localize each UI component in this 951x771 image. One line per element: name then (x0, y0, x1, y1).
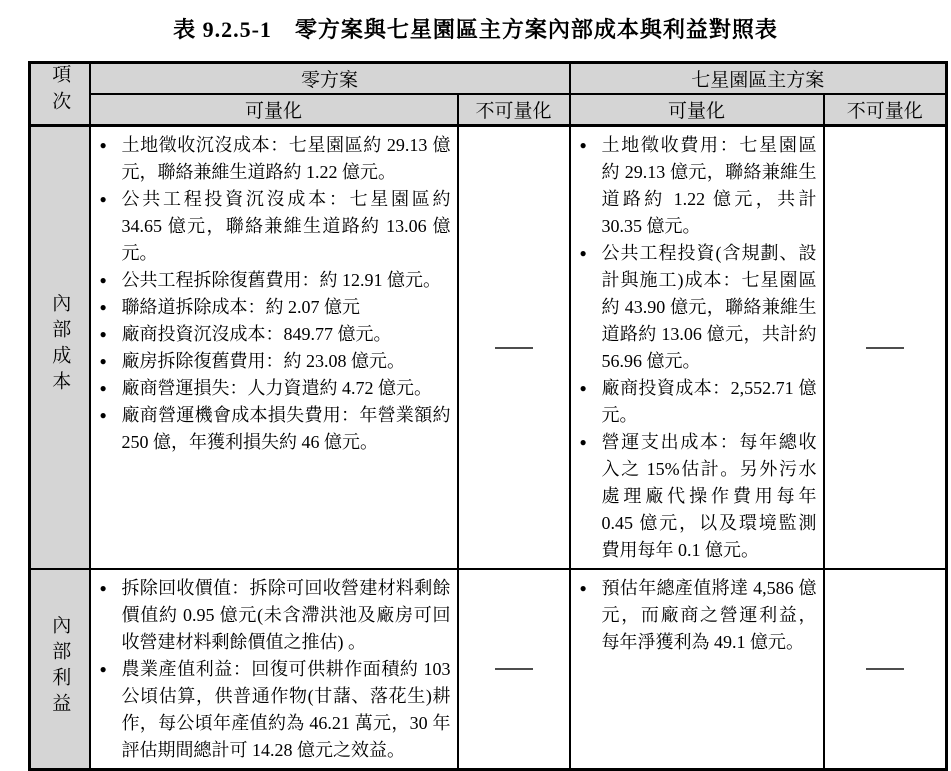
blank-dash (495, 347, 533, 349)
list-item (100, 402, 451, 456)
header-row-quantifiability (30, 94, 947, 126)
list-item-text: 農業產值利益：回復可供耕作面積約 103 公頃估算，供普通作物(甘藷、落花生)耕作，每公頃年產值約為 46.21 萬元，30 年評估期間總計可 14.28 億元之效益。 (121, 659, 451, 760)
header-zero-nonquantifiable: 不可量化 (458, 94, 570, 126)
list-item-text: 公共工程投資(含規劃、設計與施工)成本：七星園區約 43.90 億元，聯絡兼維生道路約 13.06 億元，共計約 56.96 億元。 (601, 243, 817, 371)
list-item-text: 廠商營運損失：人力資遣約 4.72 億元。 (121, 378, 432, 398)
row-label-internal-cost (30, 126, 90, 570)
bullet-icon: ● (579, 581, 587, 595)
bullet-icon: ● (99, 138, 107, 152)
cell-benefit-main-nonquantifiable (824, 569, 947, 770)
list-item-text: 聯絡道拆除成本：約 2.07 億元 (121, 297, 360, 317)
row-label-internal-benefit (30, 569, 90, 770)
table-header (30, 63, 947, 126)
bullet-icon: ● (99, 273, 107, 287)
header-item-col (30, 63, 90, 126)
list-item (580, 240, 817, 375)
bullet-icon: ● (99, 408, 107, 422)
table-title: 表 9.2.5-1 零方案與七星園區主方案內部成本與利益對照表 (173, 17, 778, 42)
list-item (100, 294, 451, 321)
comparison-table (28, 61, 948, 771)
cell-cost-zero-nonquantifiable (458, 126, 570, 570)
list-item (100, 656, 451, 764)
header-item-col-label: 項次 (49, 64, 71, 118)
header-main-plan: 七星園區主方案 (570, 63, 947, 95)
bullet-icon: ● (99, 192, 107, 206)
list-item-text: 營運支出成本：每年總收入之 15%估計。另外污水處理廠代操作費用每年 0.45 億元，以及環境監測費用每年 0.1 億元。 (601, 432, 817, 560)
bullet-icon: ● (579, 381, 587, 395)
list-item (100, 186, 451, 267)
bullet-icon: ● (99, 327, 107, 341)
list-item-text: 廠商營運機會成本損失費用：年營業額約 250 億，年獲利損失約 46 億元。 (121, 405, 451, 452)
bullet-icon: ● (579, 435, 587, 449)
bullet-icon: ● (579, 138, 587, 152)
list-item-text: 土地徵收沉沒成本：七星園區約 29.13 億元，聯絡兼維生道路約 1.22 億元。 (121, 135, 451, 182)
header-main-nonquantifiable: 不可量化 (824, 94, 947, 126)
list-item (100, 375, 451, 402)
table-body (30, 126, 947, 770)
cell-cost-main-quantifiable (570, 126, 824, 570)
bullet-icon: ● (99, 581, 107, 595)
list-item (100, 267, 451, 294)
bullet-icon: ● (99, 662, 107, 676)
header-zero-plan: 零方案 (90, 63, 570, 95)
row-internal-cost (30, 126, 947, 570)
list-item (580, 375, 817, 429)
bullet-icon: ● (99, 381, 107, 395)
header-zero-quantifiable: 可量化 (90, 94, 458, 126)
list-item (100, 132, 451, 186)
header-main-quantifiable: 可量化 (570, 94, 824, 126)
list-item (100, 321, 451, 348)
cell-cost-main-nonquantifiable (824, 126, 947, 570)
list-item-text: 預估年總產值將達 4,586 億元，而廠商之營運利益，每年淨獲利為 49.1 億元。 (601, 578, 817, 652)
blank-dash (495, 668, 533, 670)
list-item (100, 348, 451, 375)
list-item-text: 土地徵收費用：七星園區約 29.13 億元，聯絡兼維生道路約 1.22 億元，共計 30.35 億元。 (601, 135, 817, 236)
blank-dash (866, 668, 904, 670)
blank-dash (866, 347, 904, 349)
list-item (100, 575, 451, 656)
list-item-text: 廠房拆除復舊費用：約 23.08 億元。 (121, 351, 405, 371)
list-item-text: 廠商投資成本：2,552.71 億元。 (601, 378, 817, 425)
cell-benefit-main-quantifiable (570, 569, 824, 770)
list-item-text: 公共工程拆除復舊費用：約 12.91 億元。 (121, 270, 441, 290)
document-page (0, 13, 951, 771)
list-item-text: 公共工程投資沉沒成本：七星園區約 34.65 億元，聯絡兼維生道路約 13.06 億元。 (121, 189, 451, 263)
cell-benefit-zero-nonquantifiable (458, 569, 570, 770)
row-internal-benefit (30, 569, 947, 770)
cell-cost-zero-quantifiable (90, 126, 458, 570)
list-item (580, 429, 817, 564)
row-label-internal-benefit-text: 內部利益 (49, 614, 71, 719)
bullet-icon: ● (99, 300, 107, 314)
bullet-icon: ● (99, 354, 107, 368)
list-item (580, 575, 817, 656)
list-item-text: 廠商投資沉沒成本：849.77 億元。 (121, 324, 392, 344)
bullet-icon: ● (579, 246, 587, 260)
list-item-text: 拆除回收價值：拆除可回收營建材料剩餘價值約 0.95 億元(未含滯洪池及廠房可回收營建材料剩餘價值之推估) 。 (121, 578, 451, 652)
header-row-plans (30, 63, 947, 95)
row-label-internal-cost-text: 內部成本 (49, 293, 71, 397)
cell-benefit-zero-quantifiable (90, 569, 458, 770)
list-item (580, 132, 817, 240)
